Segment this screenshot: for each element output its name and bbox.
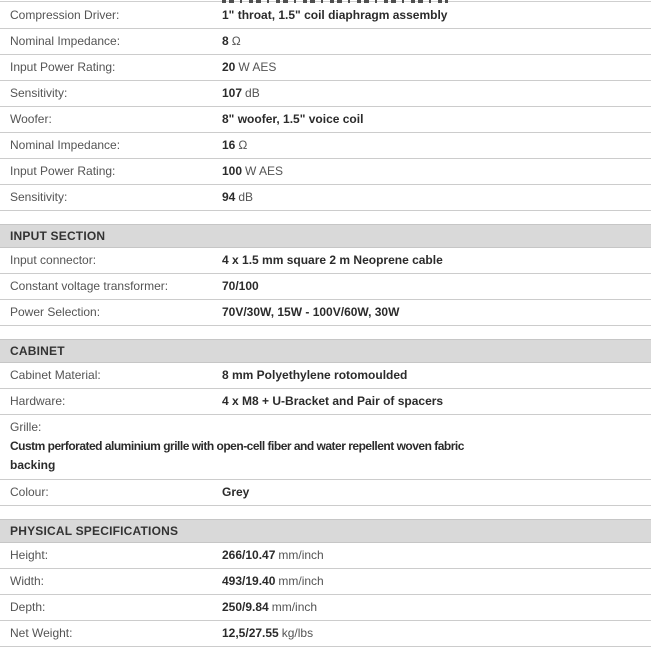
spec-value: 70V/30W, 15W - 100V/60W, 30W [222,305,400,319]
spec-label: Nominal Impedance: [10,34,121,48]
spec-label: Height: [10,548,49,562]
spec-label: Input Power Rating: [10,164,116,178]
spec-value: Grey [222,485,250,499]
spec-unit: dB [245,86,260,100]
spec-row [0,363,651,389]
spec-value [10,439,464,472]
spec-value: 107 [222,86,243,100]
section-title: CABINET [10,344,65,358]
spec-unit: Ω [238,138,248,152]
spec-row [0,133,651,159]
spec-label: Cabinet Material: [10,368,101,382]
spec-unit: kg/lbs [281,626,314,640]
spec-label: Net Weight: [10,626,73,640]
spec-label: Woofer: [10,112,52,126]
spec-section [0,224,651,326]
spec-row [0,621,651,647]
spec-value-line1: Custm perforated aluminium grille with open-cell fiber and water repellent woven fabric [10,439,464,453]
spec-value: 4 x M8 + U-Bracket and Pair of spacers [222,394,444,408]
section-header [0,224,651,248]
spec-row [0,480,651,506]
spec-value: 493/19.40 [222,574,276,588]
spec-value: 20 [222,60,236,74]
spec-value: 4 x 1.5 mm square 2 m Neoprene cable [222,253,443,267]
section-header [0,519,651,543]
spec-value: 16 [222,138,236,152]
spec-value: 12,5/27.55 [222,626,279,640]
spec-value-line2: backing [10,458,56,472]
spec-row [0,300,651,326]
spec-value: 1" throat, 1.5" coil diaphragm assembly [222,8,448,22]
spec-label: Width: [10,574,45,588]
spec-section [0,519,651,647]
spec-value: 8" woofer, 1.5" voice coil [222,112,364,126]
spec-tables [0,3,651,647]
spec-label: Nominal Impedance: [10,138,121,152]
spec-unit: W AES [245,164,284,178]
spec-label: Hardware: [10,394,66,408]
spec-value: 8 [222,34,229,48]
spec-row [0,543,651,569]
spec-unit: dB [238,190,254,204]
spec-unit: W AES [238,60,277,74]
spec-value: 70/100 [222,279,259,293]
spec-row [0,415,651,480]
spec-label: Sensitivity: [10,190,68,204]
spec-row [0,3,651,29]
spec-unit: Ω [231,34,241,48]
spec-row [0,274,651,300]
spec-label: Colour: [10,485,49,499]
spec-row [0,595,651,621]
spec-row [0,389,651,415]
spec-row [0,107,651,133]
section-header [0,339,651,363]
spec-unit: mm/inch [278,548,324,562]
spec-unit: mm/inch [278,574,324,588]
spec-label: Grille: [10,420,42,434]
spec-row [0,569,651,595]
spec-row [0,159,651,185]
section-title: INPUT SECTION [10,229,106,243]
clipped-text-fragment [222,0,448,3]
spec-row [0,55,651,81]
spec-value: 250/9.84 [222,600,269,614]
spec-row [0,81,651,107]
spec-label: Input connector: [10,253,97,267]
spec-label: Input Power Rating: [10,60,116,74]
spec-section [0,3,651,211]
spec-value: 8 mm Polyethylene rotomoulded [222,368,408,382]
spec-value: 94 [222,190,236,204]
spec-row [0,185,651,211]
section-title: PHYSICAL SPECIFICATIONS [10,524,179,538]
spec-row [0,29,651,55]
clipped-row-remnant [0,0,651,3]
spec-label: Power Selection: [10,305,101,319]
spec-label: Sensitivity: [10,86,68,100]
spec-label: Compression Driver: [10,8,120,22]
spec-value: 266/10.47 [222,548,276,562]
spec-section [0,339,651,506]
spec-label: Constant voltage transformer: [10,279,169,293]
spec-label: Depth: [10,600,46,614]
spec-row [0,248,651,274]
spec-value: 100 [222,164,243,178]
spec-unit: mm/inch [271,600,318,614]
